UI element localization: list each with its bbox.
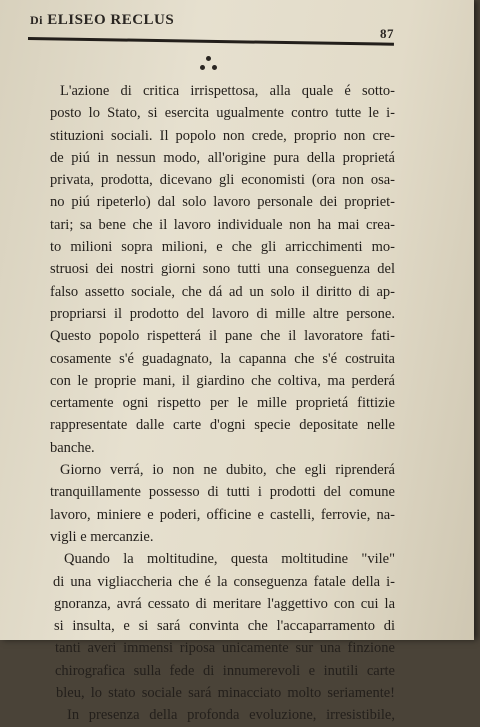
running-header <box>30 12 394 41</box>
text-line: struosi dei nostri giorni sono tutti una conseguenza del <box>50 261 395 278</box>
body-text <box>50 80 395 727</box>
text-line: si insulta, e si sará convinta che l'accaparramento di <box>54 618 395 635</box>
text-line: con le proprie mani, il giardino che coltiva, ma perderá <box>50 372 395 389</box>
text-line: de piú in nessun modo, all'origine pura della proprietá <box>50 149 395 166</box>
text-line: no piú ripeterlo) dal solo lavoro personale dei propriet- <box>50 194 395 211</box>
text-line: di una vigliaccheria che é la conseguenza fatale della i- <box>53 573 395 590</box>
text-line: chirografica sulla fede di innumerevoli e inutili carte <box>55 662 395 679</box>
text-line: to milioni sopra milioni, e che gli arricchimenti mo- <box>50 239 395 256</box>
text-line: tari; sa bene che il lavoro individuale non ha mai crea- <box>50 216 395 233</box>
text-line: propriarsi il prodotto del lavoro di mille altre persone. <box>50 305 395 322</box>
text-line: falso assetto sociale, che dá ad un solo il diritto di ap- <box>50 283 395 300</box>
header-rule <box>28 37 394 46</box>
text-line: Questo popolo rispetterá il pane che il lavoratore fati- <box>50 328 395 345</box>
text-line: Giorno verrá, io non ne dubito, che egli riprenderá <box>60 462 395 479</box>
header-author: ELISEO RECLUS <box>47 12 175 28</box>
text-line: cosamente s'é guadagnato, la capanna che s'é costruita <box>50 350 395 367</box>
text-line: bleu, lo stato sociale sará minacciato molto seriamente! <box>56 685 395 702</box>
text-line: vigli e mercanzie. <box>50 528 154 545</box>
header-prefix: Di <box>30 13 43 27</box>
text-line: banche. <box>50 439 95 456</box>
text-line: gnoranza, avrá cessato di meritare l'aggettivo con cui la <box>54 595 395 612</box>
ornament-icon <box>198 56 220 74</box>
text-line: In presenza della profonda evoluzione, irresistibile, <box>67 707 395 724</box>
text-line: lavoro, miniere e poderi, officine e castelli, ferrovie, na- <box>50 506 395 523</box>
header-title <box>30 12 174 29</box>
text-line: Quando la moltitudine, questa moltitudine "vile" <box>64 551 395 568</box>
page-number: 87 <box>380 26 394 41</box>
text-line: stituzioni sociali. Il popolo non crede, proprio non cre- <box>50 127 395 144</box>
text-line: L'azione di critica irrispettosa, alla quale é sotto- <box>60 83 395 99</box>
text-line: privata, prodotta, dicevano gli economisti (ora non osa- <box>50 172 395 189</box>
text-line: tranquillamente possesso di tutti i prodotti del comune <box>50 484 395 501</box>
text-line: posto lo Stato, si esercita ugualmente contro tutte le i- <box>50 105 395 122</box>
text-line: certamente ogni rispetto per le mille proprietá fittizie <box>50 395 395 412</box>
text-line: rappresentate dalle carte d'ogni specie depositate nelle <box>50 417 395 434</box>
text-line: tanti averi immensi riposa unicamente sur una finzione <box>55 640 395 657</box>
